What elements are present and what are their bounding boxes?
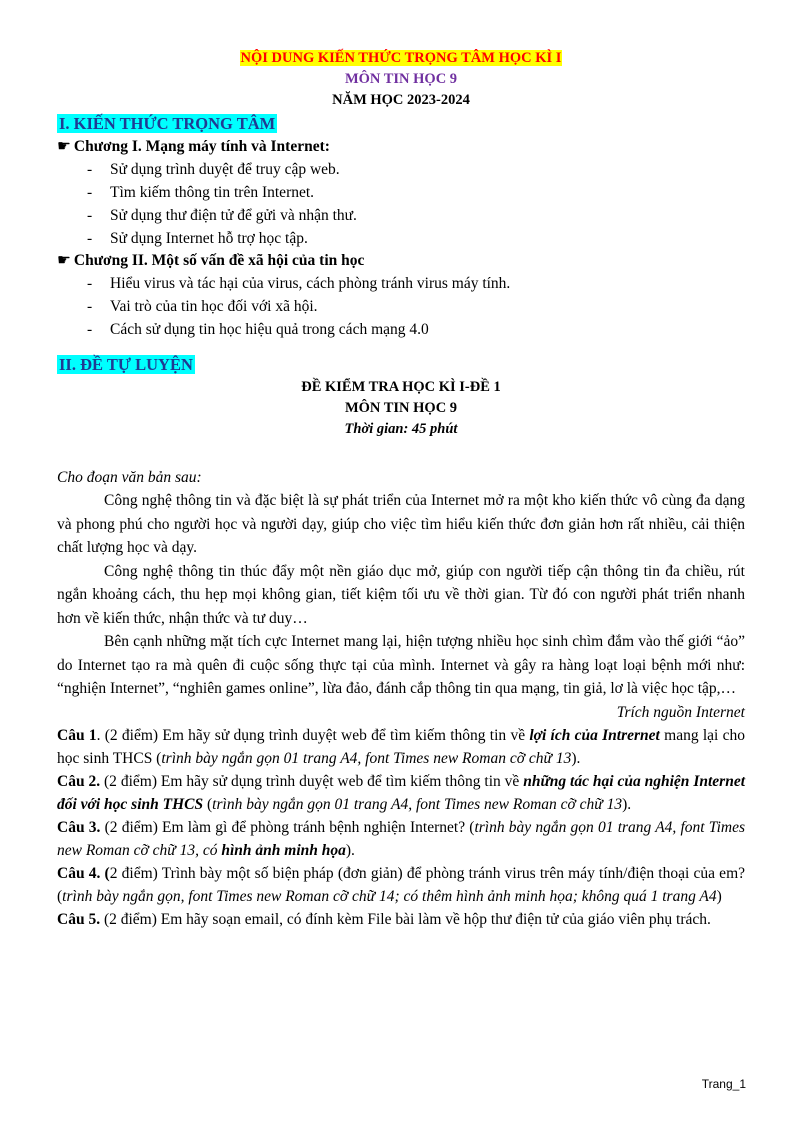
section-1-heading: I. KIẾN THỨC TRỌNG TÂM bbox=[59, 114, 276, 133]
passage-paragraph: Công nghệ thông tin và đặc biệt là sự phát triển của Internet mở ra một kho kiến thức vô cùng đa dạng và phong phú cho người học và người dạy, giúp cho việc tìm hiểu kiến thức đơn giản hơn rất nhiều, cải thiện chất lượng học và dạy. bbox=[57, 492, 745, 556]
exam-time: Thời gian: 45 phút bbox=[344, 421, 458, 437]
question-emphasis: lợi ích của Intrernet bbox=[529, 726, 660, 744]
list-item: - Vai trò của tin học đối với xã hội. bbox=[57, 295, 745, 318]
subject-title: MÔN TIN HỌC 9 bbox=[344, 71, 458, 87]
list-item: - Sử dụng trình duyệt để truy cập web. bbox=[57, 158, 745, 181]
question-label: Câu 4. ( bbox=[57, 864, 110, 882]
exam-title: ĐỀ KIỂM TRA HỌC KÌ I-ĐỀ 1 bbox=[301, 379, 501, 395]
question-label: Câu 5. bbox=[57, 910, 101, 928]
question-1: Câu 1. (2 điểm) Em hãy sử dụng trình duyệt web để tìm kiếm thông tin về lợi ích của Intrernet mang lại cho học sinh THCS (trình bày ngắn gọn 01 trang A4, font Times new Roman cỡ chữ 13). bbox=[57, 726, 745, 767]
document-title: NỘI DUNG KIẾN THỨC TRỌNG TÂM HỌC KÌ I bbox=[240, 50, 562, 66]
question-emphasis: hình ảnh minh họa bbox=[221, 841, 346, 859]
pointing-hand-icon: ☛ bbox=[57, 252, 71, 269]
question-4: Câu 4. (2 điểm) Trình bày một số biện pháp (đơn giản) để phòng tránh virus trên máy tính/điện thoại của em? (trình bày ngắn gọn, font Times new Roman cỡ chữ 14; có thêm hình ảnh minh họa; không quá 1 trang A4) bbox=[57, 864, 745, 905]
exam-subject: MÔN TIN HỌC 9 bbox=[344, 400, 458, 416]
document-page bbox=[57, 48, 745, 931]
passage-source: Trích nguồn Internet bbox=[616, 703, 745, 721]
chapter-1-list bbox=[57, 158, 745, 250]
question-5: Câu 5. (2 điểm) Em hãy soạn email, có đính kèm File bài làm về hộp thư điện tử của giáo viên phụ trách. bbox=[57, 910, 711, 928]
question-label: Câu 3. bbox=[57, 818, 101, 836]
school-year: NĂM HỌC 2023-2024 bbox=[332, 92, 470, 108]
list-item: - Hiểu virus và tác hại của virus, cách phòng tránh virus máy tính. bbox=[57, 272, 745, 295]
question-2: Câu 2. (2 điểm) Em hãy sử dụng trình duyệt web để tìm kiếm thông tin về những tác hại của nghiện Internet đối với học sinh THCS (trình bày ngắn gọn 01 trang A4, font Times new Roman cỡ chữ 13). bbox=[57, 772, 746, 813]
chapter-1-title: ☛ Chương I. Mạng máy tính và Internet: bbox=[57, 138, 330, 155]
chapter-2-list bbox=[57, 272, 745, 341]
passage-paragraph: Công nghệ thông tin thúc đẩy một nền giáo dục mở, giúp con người tiếp cận thông tin đa chiều, rút ngắn khoảng cách, thu hẹp mọi không gian, tiết kiệm tối ưu về thời gian. Từ đó con người phát triển nhanh hơn về kiến thức, nhận thức và tư duy… bbox=[57, 562, 745, 627]
section-2-heading: II. ĐỀ TỰ LUYỆN bbox=[59, 355, 193, 374]
question-label: Câu 1 bbox=[57, 726, 97, 744]
question-label: Câu 2. bbox=[57, 772, 101, 790]
chapter-2-title: ☛ Chương II. Một số vấn đề xã hội của tin học bbox=[57, 252, 365, 269]
list-item: - Tìm kiếm thông tin trên Internet. bbox=[57, 181, 745, 204]
question-3: Câu 3. (2 điểm) Em làm gì để phòng tránh bệnh nghiện Internet? (trình bày ngắn gọn 01 trang A4, font Times new Roman cỡ chữ 13, có hình ảnh minh họa). bbox=[57, 818, 745, 859]
passage-intro: Cho đoạn văn bản sau: bbox=[57, 469, 202, 486]
pointing-hand-icon: ☛ bbox=[57, 138, 71, 155]
page-number: Trang_1 bbox=[701, 1077, 746, 1091]
list-item: - Cách sử dụng tin học hiệu quả trong cách mạng 4.0 bbox=[57, 318, 745, 341]
list-item: - Sử dụng Internet hỗ trợ học tập. bbox=[57, 227, 745, 250]
question-emphasis: những tác hại của nghiện Internet đối với học sinh THCS bbox=[57, 772, 746, 813]
list-item: - Sử dụng thư điện tử để gửi và nhận thư. bbox=[57, 204, 745, 227]
passage-paragraph: Bên cạnh những mặt tích cực Internet mang lại, hiện tượng nhiều học sinh chìm đắm vào thế giới “ảo” do Internet tạo ra mà quên đi cuộc sống thực tại của mình. Internet và gây ra hàng loạt loại bệnh mới như: “nghiện Internet”, “nghiên games online”, lừa đảo, đánh cắp thông tin qua mạng, tin giả, lơ là việc học tập,… bbox=[57, 633, 745, 697]
